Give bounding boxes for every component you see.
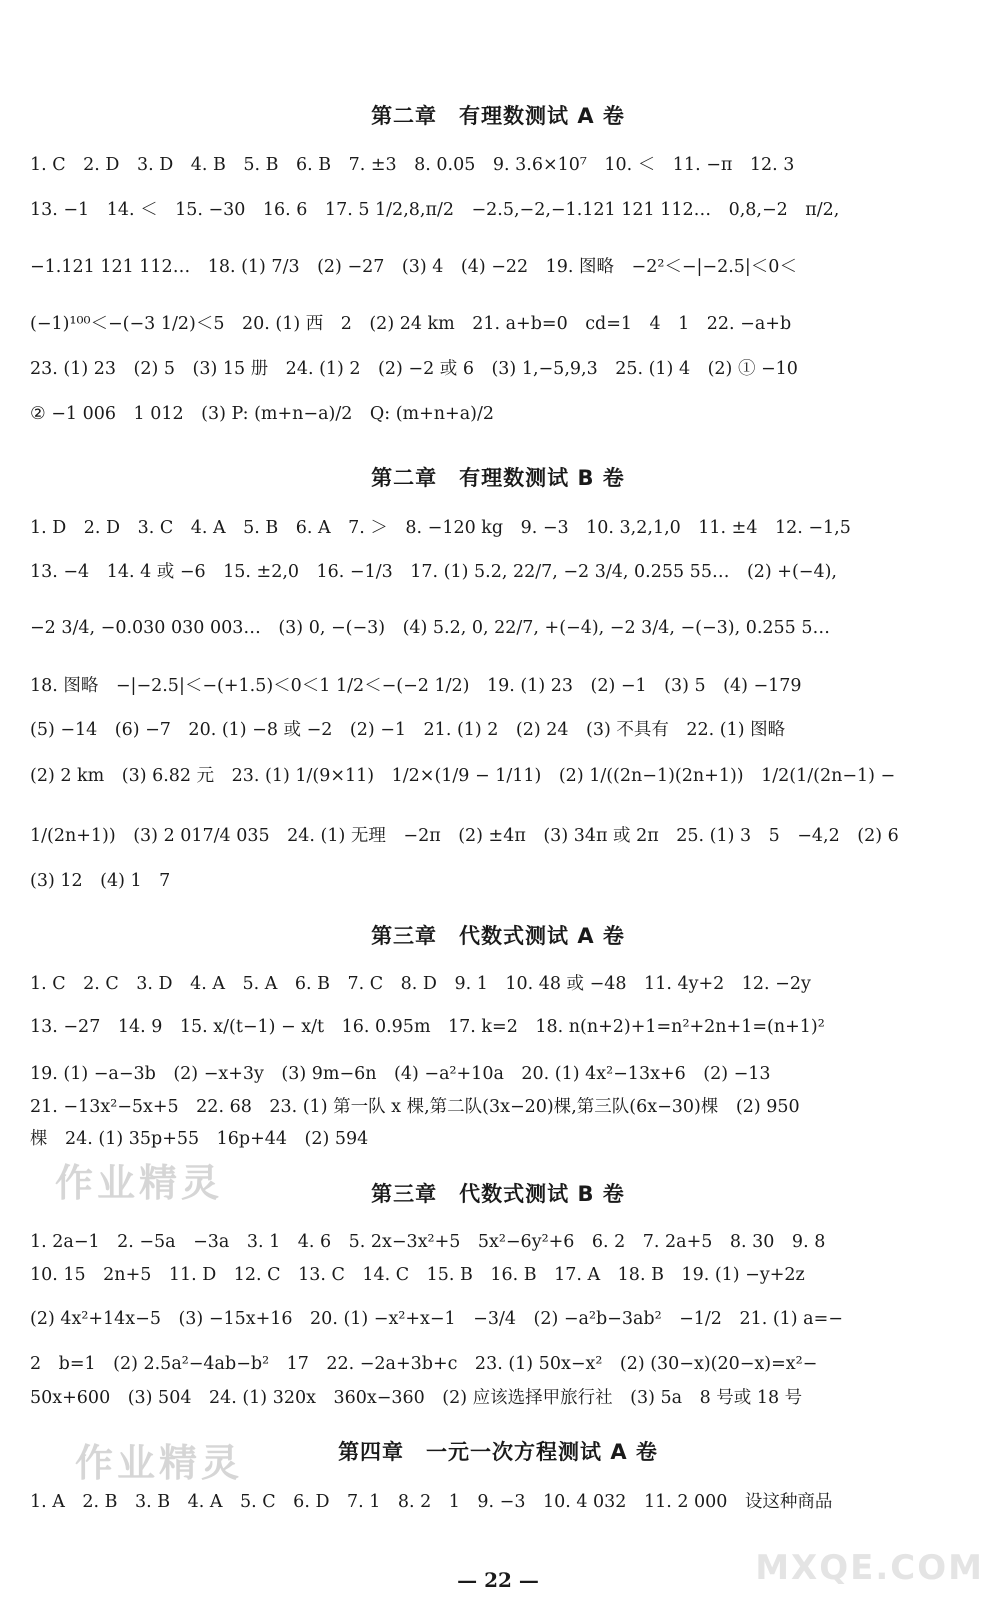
page-number: — 22 —	[457, 1568, 539, 1592]
answer-line: 19. (1) −a−3b (2) −x+3y (3) 9m−6n (4) −a²+10a 20. (1) 4x²−13x+6 (2) −13	[30, 1064, 771, 1084]
answer-line: (2) 4x²+14x−5 (3) −15x+16 20. (1) −x²+x−1 −3/4 (2) −a²b−3ab² −1/2 21. (1) a=−	[30, 1309, 843, 1329]
answer-line: 18. 图略 −|−2.5|＜−(+1.5)＜0＜1 1/2＜−(−2 1/2) 19. (1) 23 (2) −1 (3) 5 (4) −179	[30, 676, 802, 696]
answer-page	[30, 0, 966, 1600]
answer-line: 10. 15 2n+5 11. D 12. C 13. C 14. C 15. B 16. B 17. A 18. B 19. (1) −y+2z	[30, 1265, 805, 1285]
answer-line: 1. C 2. D 3. D 4. B 5. B 6. B 7. ±3 8. 0.05 9. 3.6×10⁷ 10. ＜ 11. −π 12. 3	[30, 155, 795, 175]
watermark: 作业精灵	[75, 1441, 244, 1485]
answer-line: −1.121 121 112… 18. (1) 7/3 (2) −27 (3) 4 (4) −22 19. 图略 −2²＜−|−2.5|＜0＜	[30, 257, 797, 277]
answer-line: 21. −13x²−5x+5 22. 68 23. (1) 第一队 x 棵,第二队(3x−20)棵,第三队(6x−30)棵 (2) 950	[30, 1097, 800, 1117]
section-title: 第三章 代数式测试 A 卷	[371, 924, 625, 948]
answer-line: 1. C 2. C 3. D 4. A 5. A 6. B 7. C 8. D 9. 1 10. 48 或 −48 11. 4y+2 12. −2y	[30, 974, 811, 994]
answer-line: 13. −27 14. 9 15. x/(t−1) − x/t 16. 0.95m 17. k=2 18. n(n+2)+1=n²+2n+1=(n+1)²	[30, 1017, 825, 1037]
answer-line: (5) −14 (6) −7 20. (1) −8 或 −2 (2) −1 21. (1) 2 (2) 24 (3) 不具有 22. (1) 图略	[30, 720, 786, 740]
answer-line: 1. D 2. D 3. C 4. A 5. B 6. A 7. ＞ 8. −120 kg 9. −3 10. 3,2,1,0 11. ±4 12. −1,5	[30, 518, 851, 538]
answer-line: (−1)¹⁰⁰＜−(−3 1/2)＜5 20. (1) 西 2 (2) 24 km 21. a+b=0 cd=1 4 1 22. −a+b	[30, 314, 792, 334]
answer-line: 50x+600 (3) 504 24. (1) 320x 360x−360 (2) 应该选择甲旅行社 (3) 5a 8 号或 18 号	[30, 1388, 803, 1408]
answer-line: (3) 12 (4) 1 7	[30, 871, 171, 891]
answer-line: −2 3/4, −0.030 030 003… (3) 0, −(−3) (4) 5.2, 0, 22/7, +(−4), −2 3/4, −(−3), 0.255 5…	[30, 618, 830, 638]
answer-line: (2) 2 km (3) 6.82 元 23. (1) 1/(9×11) 1/2×(1/9 − 1/11) (2) 1/((2n−1)(2n+1)) 1/2(1/(2n−1) −	[30, 766, 896, 786]
answer-line: 23. (1) 23 (2) 5 (3) 15 册 24. (1) 2 (2) −2 或 6 (3) 1,−5,9,3 25. (1) 4 (2) ① −10	[30, 359, 798, 379]
answer-line: 2 b=1 (2) 2.5a²−4ab−b² 17 22. −2a+3b+c 23. (1) 50x−x² (2) (30−x)(20−x)=x²−	[30, 1354, 818, 1374]
answer-line: ② −1 006 1 012 (3) P: (m+n−a)/2 Q: (m+n+a)/2	[30, 404, 494, 424]
section-title: 第三章 代数式测试 B 卷	[371, 1182, 625, 1206]
answer-line: 1/(2n+1)) (3) 2 017/4 035 24. (1) 无理 −2π (2) ±4π (3) 34π 或 2π 25. (1) 3 5 −4,2 (2) 6	[30, 826, 899, 846]
answer-line: 1. A 2. B 3. B 4. A 5. C 6. D 7. 1 8. 2 1 9. −3 10. 4 032 11. 2 000 设这种商品	[30, 1492, 833, 1512]
watermark: 作业精灵	[55, 1161, 224, 1205]
section-title: 第四章 一元一次方程测试 A 卷	[338, 1440, 658, 1464]
answer-line: 棵 24. (1) 35p+55 16p+44 (2) 594	[30, 1129, 369, 1149]
section-title: 第二章 有理数测试 B 卷	[371, 466, 625, 490]
answer-line: 13. −1 14. ＜ 15. −30 16. 6 17. 5 1/2,8,π/2 −2.5,−2,−1.121 121 112… 0,8,−2 π/2,	[30, 200, 840, 220]
section-title: 第二章 有理数测试 A 卷	[371, 104, 625, 128]
logo: MXQE.COM	[755, 1548, 984, 1588]
answer-line: 1. 2a−1 2. −5a −3a 3. 1 4. 6 5. 2x−3x²+5 5x²−6y²+6 6. 2 7. 2a+5 8. 30 9. 8	[30, 1232, 826, 1252]
answer-line: 13. −4 14. 4 或 −6 15. ±2,0 16. −1/3 17. (1) 5.2, 22/7, −2 3/4, 0.255 55… (2) +(−4),	[30, 562, 837, 582]
